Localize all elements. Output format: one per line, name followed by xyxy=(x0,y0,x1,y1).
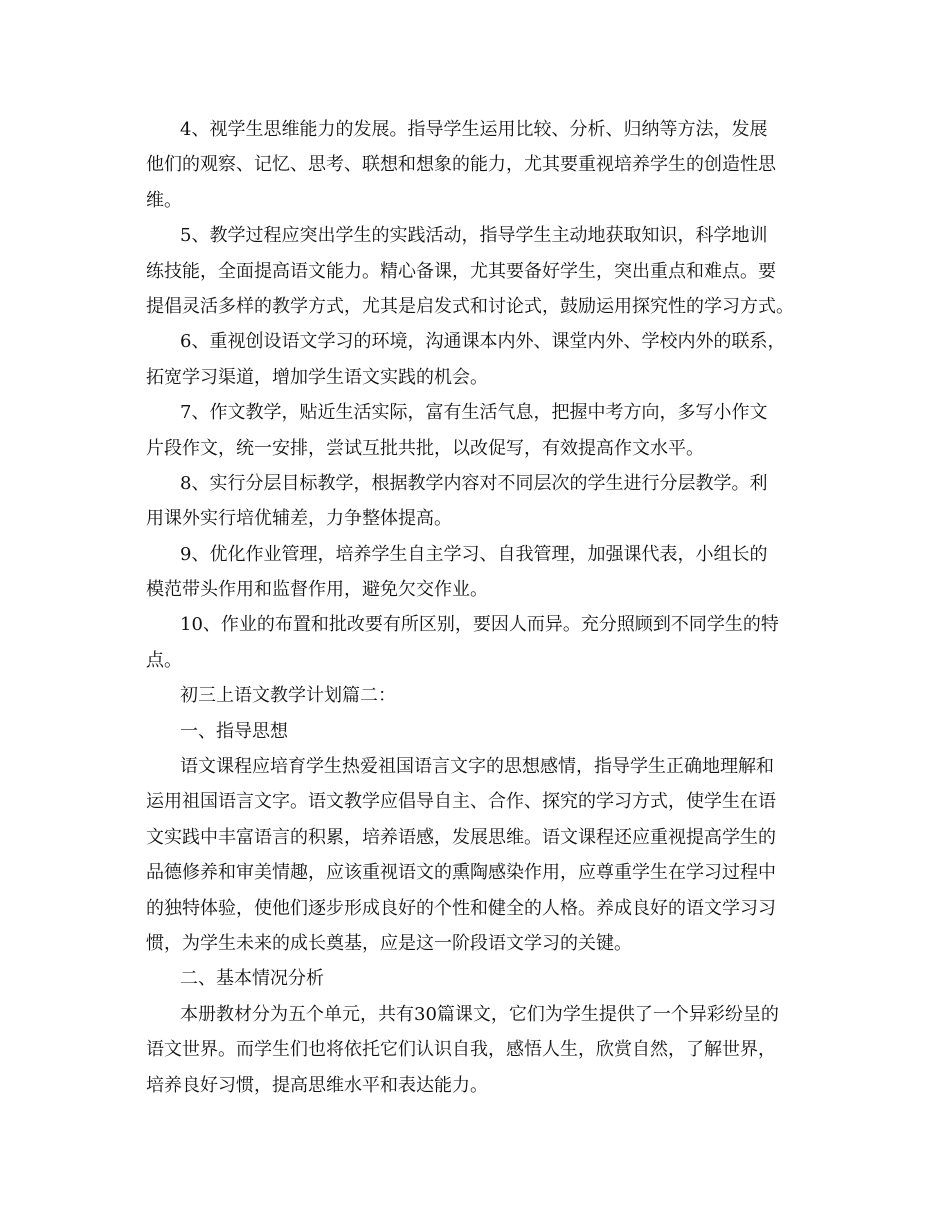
paragraph-analysis-line-3: 培养良好习惯，提高思维水平和表达能力。 xyxy=(146,1074,488,1096)
paragraph-4-line-2: 他们的观察、记忆、思考、联想和想象的能力，尤其要重视培养学生的创造性思 xyxy=(146,154,776,176)
paragraph-guiding-line-6: 惯，为学生未来的成长奠基，应是这一阶段语文学习的关键。 xyxy=(146,932,632,954)
paragraph-6-line-2: 拓宽学习渠道，增加学生语文实践的机会。 xyxy=(146,366,488,388)
paragraph-5-line-1: 5、教学过程应突出学生的实践活动，指导学生主动地获取知识，科学地训 xyxy=(180,225,768,247)
section-title: 初三上语文教学计划篇二： xyxy=(180,685,396,707)
paragraph-8-line-1: 8、实行分层目标教学，根据教学内容对不同层次的学生进行分层教学。利 xyxy=(180,472,768,494)
paragraph-10-line-2: 点。 xyxy=(146,649,182,671)
paragraph-guiding-line-1: 语文课程应培育学生热爱祖国语言文字的思想感情，指导学生正确地理解和 xyxy=(180,756,774,778)
paragraph-9-line-1: 9、优化作业管理，培养学生自主学习、自我管理，加强课代表，小组长的 xyxy=(180,543,768,565)
paragraph-8-line-2: 用课外实行培优辅差，力争整体提高。 xyxy=(146,508,452,530)
paragraph-6-line-1: 6、重视创设语文学习的环境，沟通课本内外、课堂内外、学校内外的联系， xyxy=(180,331,786,353)
paragraph-10-line-1: 10、作业的布置和批改要有所区别，要因人而异。充分照顾到不同学生的特 xyxy=(180,614,779,636)
paragraph-4-line-1: 4、视学生思维能力的发展。指导学生运用比较、分析、归纳等方法，发展 xyxy=(180,119,768,140)
paragraph-guiding-line-4: 品德修养和审美情趣，应该重视语文的熏陶感染作用，应尊重学生在学习过程中 xyxy=(146,862,776,884)
paragraph-5-line-2: 练技能，全面提高语文能力。精心备课，尤其要备好学生，突出重点和难点。要 xyxy=(146,260,776,282)
paragraph-5-line-3: 提倡灵活多样的教学方式，尤其是启发式和讨论式，鼓励运用探究性的学习方式。 xyxy=(146,295,794,317)
heading-guiding-thought: 一、指导思想 xyxy=(180,720,288,742)
paragraph-guiding-line-3: 文实践中丰富语言的积累，培养语感，发展思维。语文课程还应重视提高学生的 xyxy=(146,826,776,848)
paragraph-7-line-2: 片段作文，统一安排，尝试互批共批，以改促写，有效提高作文水平。 xyxy=(146,437,704,459)
paragraph-analysis-line-1: 本册教材分为五个单元，共有30篇课文，它们为学生提供了一个异彩纷呈的 xyxy=(180,1003,779,1025)
paragraph-9-line-2: 模范带头作用和监督作用，避免欠交作业。 xyxy=(146,579,488,601)
document-body xyxy=(146,112,816,1103)
paragraph-7-line-1: 7、作文教学，贴近生活实际，富有生活气息，把握中考方向，多写小作文 xyxy=(180,402,768,424)
paragraph-guiding-line-5: 的独特体验，使他们逐步形成良好的个性和健全的人格。养成良好的语文学习习 xyxy=(146,897,776,919)
paragraph-analysis-line-2: 语文世界。而学生们也将依托它们认识自我，感悟人生，欣赏自然，了解世界， xyxy=(146,1039,776,1061)
heading-situation-analysis: 二、基本情况分析 xyxy=(180,968,324,990)
paragraph-4-line-3: 维。 xyxy=(146,189,182,211)
paragraph-guiding-line-2: 运用祖国语言文字。语文教学应倡导自主、合作、探究的学习方式，使学生在语 xyxy=(146,791,776,813)
